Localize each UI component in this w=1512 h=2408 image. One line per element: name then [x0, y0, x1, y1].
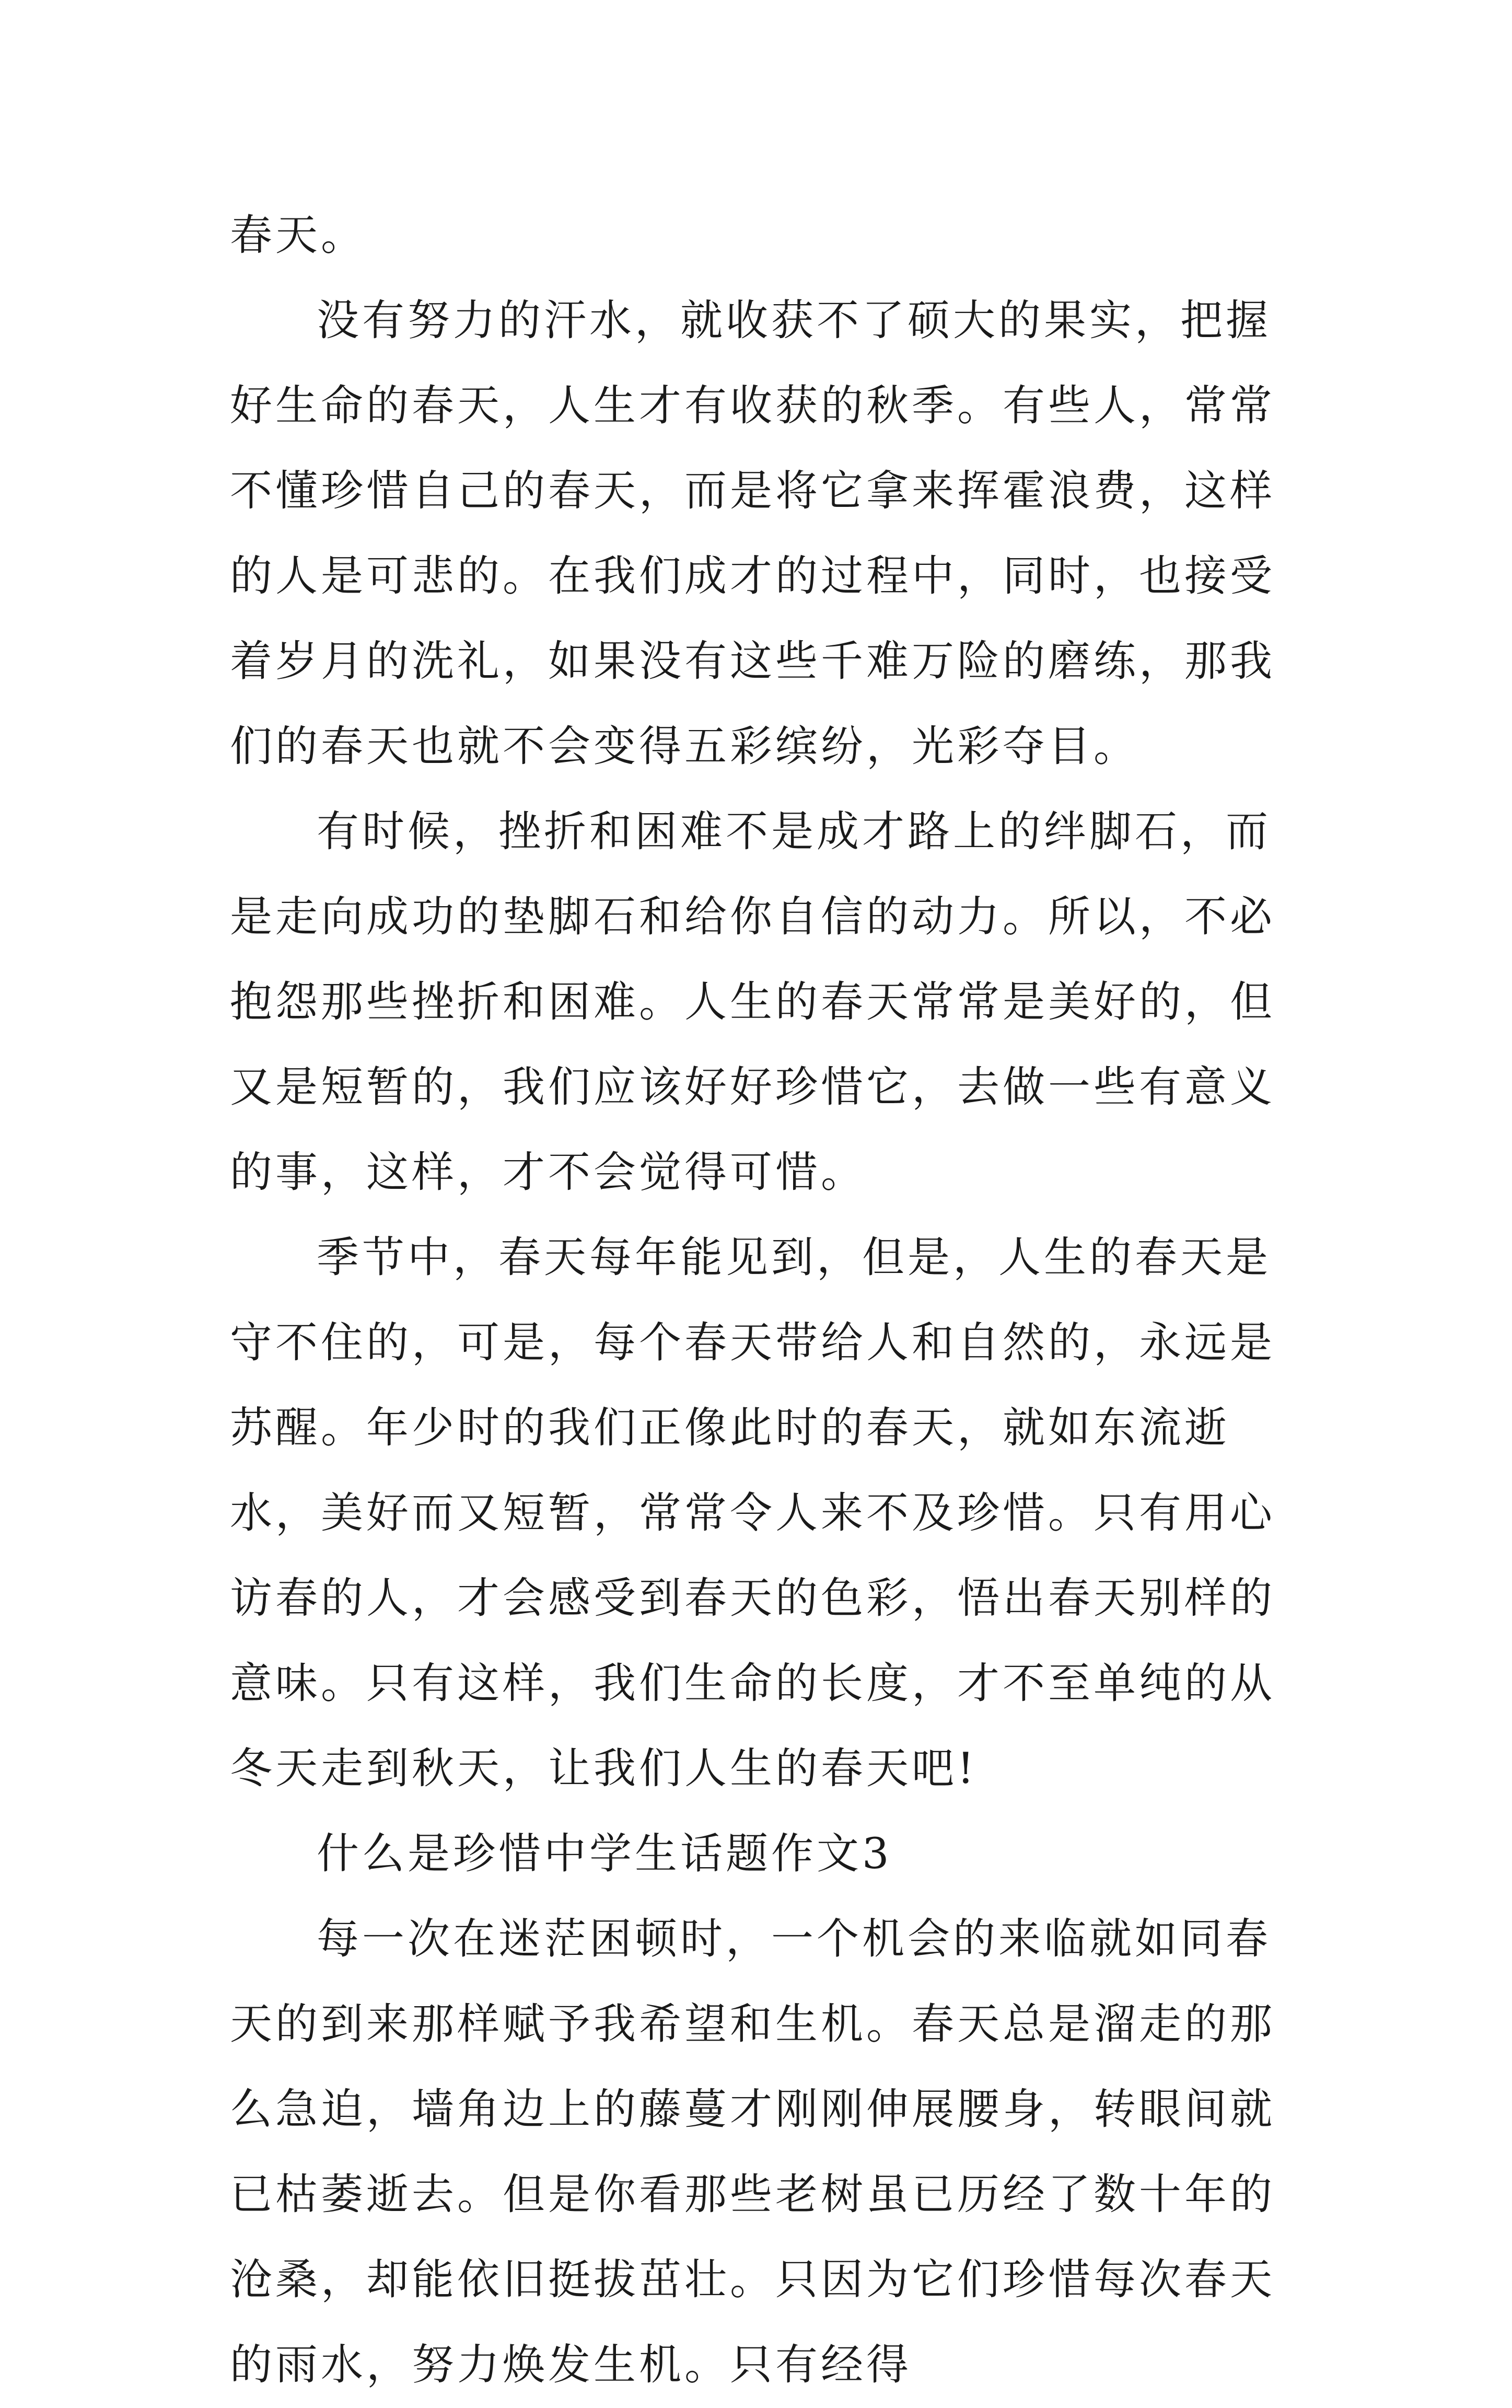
paragraph-5: 每一次在迷茫困顿时，一个机会的来临就如同春天的到来那样赋予我希望和生机。春天总是溜走的那么急迫，墙角边上的藤蔓才刚刚伸展腰身，转眼间就已枯萎逝去。但是你看那些老树虽已历经了数十年的沧桑，却能依旧挺拔茁壮。只因为它们珍惜每次春天的雨水，努力焕发生机。只有经得	[230, 1915, 1276, 2390]
paragraph-4: 季节中，春天每年能见到，但是，人生的春天是守不住的，可是，每个春天带给人和自然的，永远是苏醒。年少时的我们正像此时的春天，就如东流逝水，美好而又短暂，常常令人来不及珍惜。只有用心访春的人，才会感受到春天的色彩，悟出春天别样的意味。只有这样，我们生命的长度，才不至单纯的从冬天走到秋天，让我们人生的春天吧!	[230, 1233, 1276, 1793]
paragraph-1: 春天。	[230, 211, 367, 260]
document-body	[230, 193, 1296, 2408]
paragraph-3: 有时候，挫折和困难不是成才路上的绊脚石，而是走向成功的垫脚石和给你自信的动力。所以，不必抱怨那些挫折和困难。人生的春天常常是美好的，但又是短暂的，我们应该好好珍惜它，去做一些有意义的事，这样，才不会觉得可惜。	[230, 807, 1276, 1197]
section-heading: 什么是珍惜中学生话题作文3	[317, 1830, 892, 1879]
paragraph-2: 没有努力的汗水，就收获不了硕大的果实，把握好生命的春天，人生才有收获的秋季。有些人，常常不懂珍惜自己的春天，而是将它拿来挥霍浪费，这样的人是可悲的。在我们成才的过程中，同时，也接受着岁月的洗礼，如果没有这些千难万险的磨练，那我们的春天也就不会变得五彩缤纷，光彩夺目。	[230, 296, 1276, 771]
